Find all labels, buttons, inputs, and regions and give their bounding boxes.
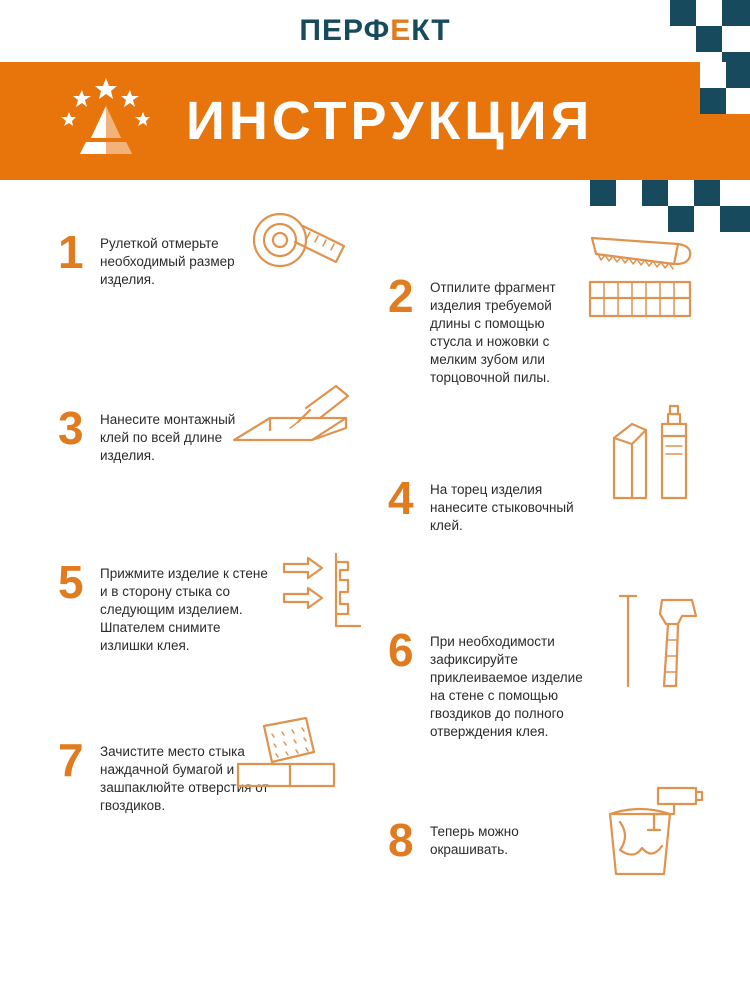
step-2-number: 2 — [388, 270, 414, 322]
step-1-text: Рулеткой отмерьте необходимый размер изделия. — [100, 236, 235, 287]
brand-logotype — [299, 14, 450, 48]
step-7-text: Зачистите место стыка наждачной бумагой и зашпаклюйте отверстия от гвоздиков. — [100, 744, 269, 813]
step-8 — [388, 814, 688, 866]
step-5-text: Прижмите изделие к стене и в сторону стыка со следующим изделием. Шпателем снимите излишки клея. — [100, 566, 268, 653]
brand-bar — [0, 0, 750, 62]
checker-decoration-band-right — [600, 62, 750, 180]
step-2 — [388, 270, 688, 387]
page-title: ИНСТРУКЦИЯ — [186, 91, 594, 151]
step-3-number: 3 — [58, 402, 84, 454]
perfect-tree-logo — [58, 76, 154, 168]
step-5 — [58, 556, 338, 655]
checker-decoration-top-right — [620, 0, 750, 62]
steps-container — [0, 180, 750, 950]
step-6-number: 6 — [388, 624, 414, 676]
step-4-number: 4 — [388, 472, 414, 524]
brand-text-accent: Е — [390, 14, 412, 47]
step-1-number: 1 — [58, 226, 84, 278]
step-2-text: Отпилите фрагмент изделия требуемой длины с помощью стусла и ножовки с мелким зубом или торцовочной пилы. — [430, 280, 556, 385]
step-6-text: При необходимости зафиксируйте приклеиваемое изделие на стене с помощью гвоздиков до полного отверждения клея. — [430, 634, 583, 739]
step-8-number: 8 — [388, 814, 414, 866]
step-5-number: 5 — [58, 556, 84, 608]
step-3 — [58, 402, 318, 465]
step-8-text: Теперь можно окрашивать. — [430, 824, 519, 857]
brand-text-prefix: ПЕРФ — [299, 14, 391, 47]
step-4 — [388, 472, 688, 535]
step-6 — [388, 624, 688, 741]
brand-text-suffix: КТ — [411, 14, 451, 47]
step-7 — [58, 734, 348, 815]
step-7-number: 7 — [58, 734, 84, 786]
step-4-text: На торец изделия нанесите стыковочный клей. — [430, 482, 574, 533]
step-3-text: Нанесите монтажный клей по всей длине изделия. — [100, 412, 236, 463]
step-1 — [58, 226, 318, 289]
title-band — [0, 62, 750, 180]
